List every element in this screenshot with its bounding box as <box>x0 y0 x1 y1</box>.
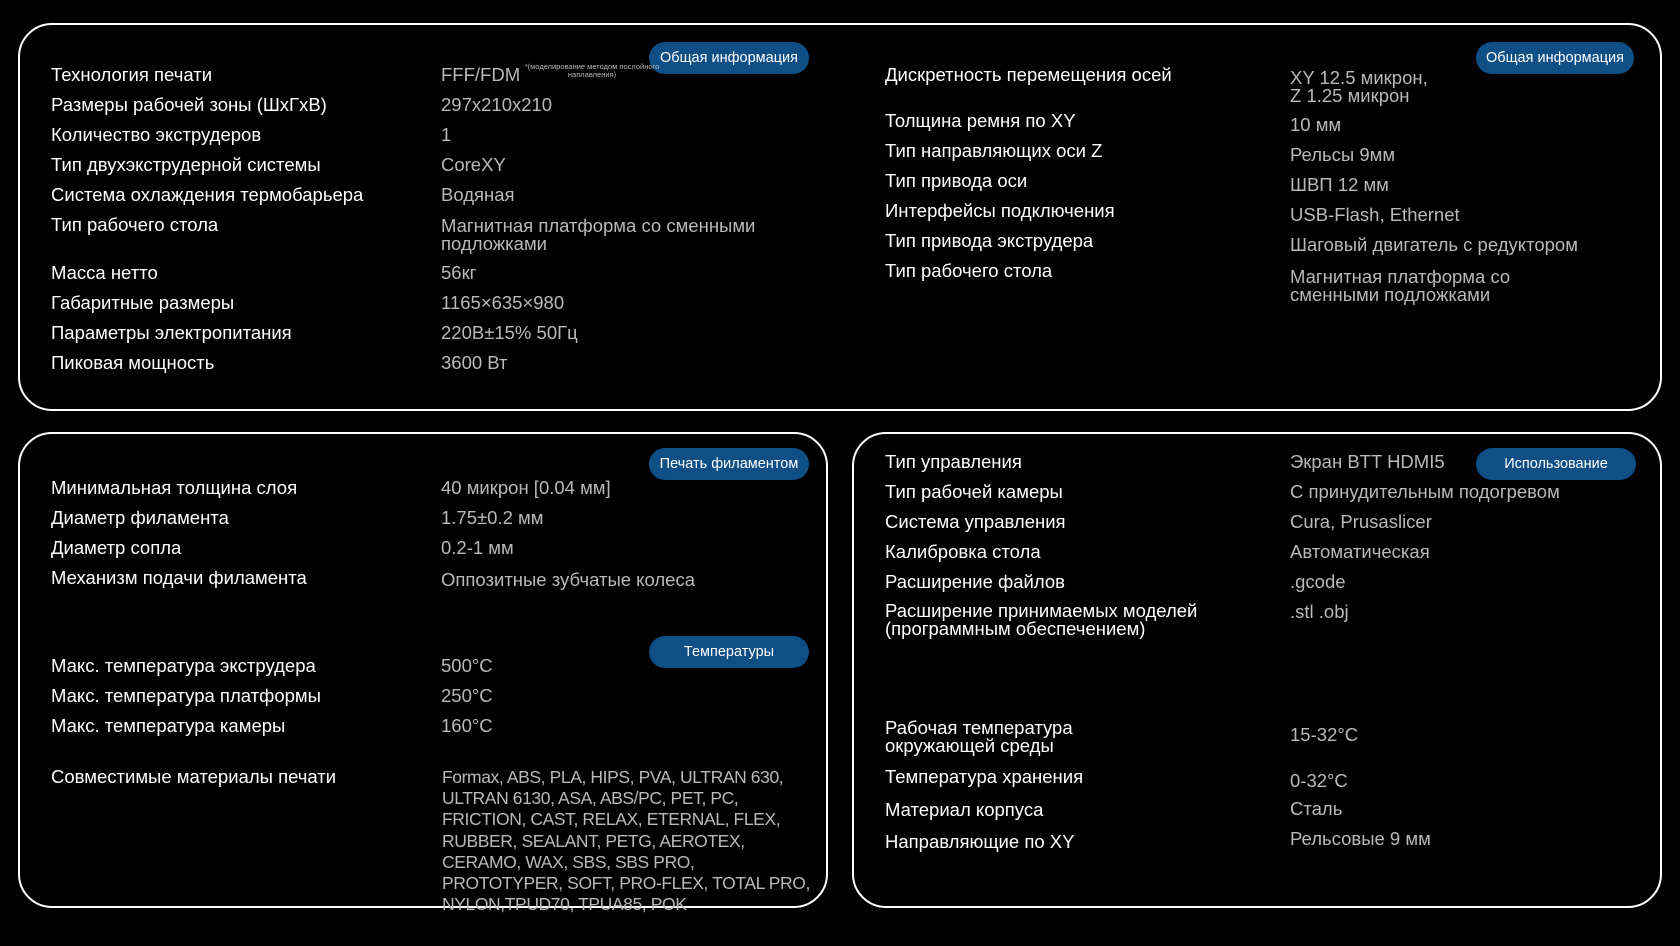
spec-value: .gcode <box>1290 571 1346 592</box>
spec-label: Тип направляющих оси Z <box>885 140 1103 161</box>
spec-value: 15-32°C <box>1290 724 1359 745</box>
spec-value: Шаговый двигатель с редуктором <box>1290 234 1578 255</box>
spec-label: Интерфейсы подключения <box>885 200 1115 221</box>
spec-label: Механизм подачи филамента <box>51 567 307 588</box>
temperatures-badge: Температуры <box>649 636 809 668</box>
spec-value: ШВП 12 мм <box>1290 174 1389 195</box>
spec-label: Расширение файлов <box>885 571 1065 592</box>
spec-label: Система управления <box>885 511 1066 532</box>
spec-value: 500°C <box>441 655 493 676</box>
spec-label: Калибровка стола <box>885 541 1041 562</box>
usage-panel <box>852 432 1662 908</box>
spec-label: Тип привода оси <box>885 170 1028 191</box>
spec-value: FFF/FDM <box>441 64 521 85</box>
filament-badge: Печать филаментом <box>649 448 809 480</box>
spec-label: Диаметр филамента <box>51 507 229 528</box>
spec-value: 250°C <box>441 685 493 706</box>
spec-label: Макс. температура платформы <box>51 685 321 706</box>
spec-label: Толщина ремня по XY <box>885 110 1076 131</box>
spec-value: CoreXY <box>441 154 506 175</box>
spec-value: Рельсы 9мм <box>1290 144 1396 165</box>
spec-value: 40 микрон [0.04 мм] <box>441 477 611 498</box>
materials-list: Formax, ABS, PLA, HIPS, PVA, ULTRAN 630, ULTRAN 6130, ASA, ABS/PC, PET, PC, FRICTION, CAST, RELAX, ETERNAL, FLEX, RUBBER, SEALANT, PETG, AEROTEX, CERAMO, WAX, SBS, SBS PRO, PROTOTYPER, SOFT, PRO-FLEX, TOTAL PRO, NYLON,TPUD70, TPUA85, POK <box>442 767 810 915</box>
filament-panel <box>18 432 828 915</box>
spec-label: Размеры рабочей зоны (ШхГхВ) <box>51 94 327 115</box>
spec-value: 0.2-1 мм <box>441 537 514 558</box>
spec-label: Количество экструдеров <box>51 124 262 145</box>
spec-value: 1 <box>441 124 452 145</box>
spec-value: Автоматическая <box>1290 541 1430 562</box>
spec-label: Материал корпуса <box>885 799 1044 820</box>
spec-label: Тип управления <box>885 451 1022 472</box>
spec-label: Тип рабочего стола <box>51 214 219 235</box>
spec-label: Минимальная толщина слоя <box>51 477 298 498</box>
spec-label: Масса нетто <box>51 262 158 283</box>
spec-value: 1165×635×980 <box>441 292 565 313</box>
spec-label: Рабочая температура окружающей среды <box>885 717 1073 756</box>
spec-label: Технология печати <box>51 64 213 85</box>
spec-value: .stl .obj <box>1290 601 1349 622</box>
usage-badge: Использование <box>1476 448 1636 480</box>
spec-label: Направляющие по XY <box>885 831 1075 852</box>
spec-label: Тип рабочей камеры <box>885 481 1063 502</box>
spec-label: Тип привода экструдера <box>885 230 1094 251</box>
general-info-badge-left: Общая информация <box>649 42 809 74</box>
spec-label: Габаритные размеры <box>51 292 235 313</box>
spec-label: Температура хранения <box>885 766 1084 787</box>
spec-value: 3600 Вт <box>441 352 508 373</box>
spec-value: Водяная <box>441 184 515 205</box>
spec-value: Оппозитные зубчатые колеса <box>441 569 695 590</box>
spec-value: Магнитная платформа со сменными подложками <box>441 215 756 254</box>
spec-label: Совместимые материалы печати <box>51 766 337 787</box>
spec-label: Диаметр сопла <box>51 537 182 558</box>
spec-value: 220В±15% 50Гц <box>441 322 578 343</box>
spec-label: Параметры электропитания <box>51 322 292 343</box>
spec-label: Тип рабочего стола <box>885 260 1053 281</box>
spec-label: Расширение принимаемых моделей (программным обеспечением) <box>885 600 1198 639</box>
spec-label: Пиковая мощность <box>51 352 215 373</box>
spec-value: 297x210x210 <box>441 94 553 115</box>
general-info-badge-right: Общая информация <box>1476 42 1634 74</box>
spec-value: Cura, Prusaslicer <box>1290 511 1432 532</box>
spec-label: Система охлаждения термобарьера <box>51 184 364 205</box>
spec-value: С принудительным подогревом <box>1290 481 1560 502</box>
spec-value: Рельсовые 9 мм <box>1290 828 1431 849</box>
spec-value: 160°C <box>441 715 493 736</box>
spec-value-footnote: *(моделирование методом послойного наплавления) <box>524 62 660 79</box>
spec-value: XY 12.5 микрон, Z 1.25 микрон <box>1290 67 1428 106</box>
spec-label: Тип двухэкструдерной системы <box>51 154 321 175</box>
spec-label: Дискретность перемещения осей <box>885 64 1172 85</box>
spec-value: USB-Flash, Ethernet <box>1290 204 1460 225</box>
spec-value: Сталь <box>1290 798 1343 819</box>
spec-label: Макс. температура камеры <box>51 715 286 736</box>
spec-value: Экран BTT HDMI5 <box>1290 451 1445 472</box>
spec-value: 0-32°C <box>1290 770 1348 791</box>
spec-label: Макс. температура экструдера <box>51 655 316 676</box>
spec-value: 1.75±0.2 мм <box>441 507 544 528</box>
spec-value: Магнитная платформа со сменными подложками <box>1290 266 1511 305</box>
general-info-panel <box>18 23 1662 411</box>
spec-value: 56кг <box>441 262 477 283</box>
spec-value: 10 мм <box>1290 114 1342 135</box>
